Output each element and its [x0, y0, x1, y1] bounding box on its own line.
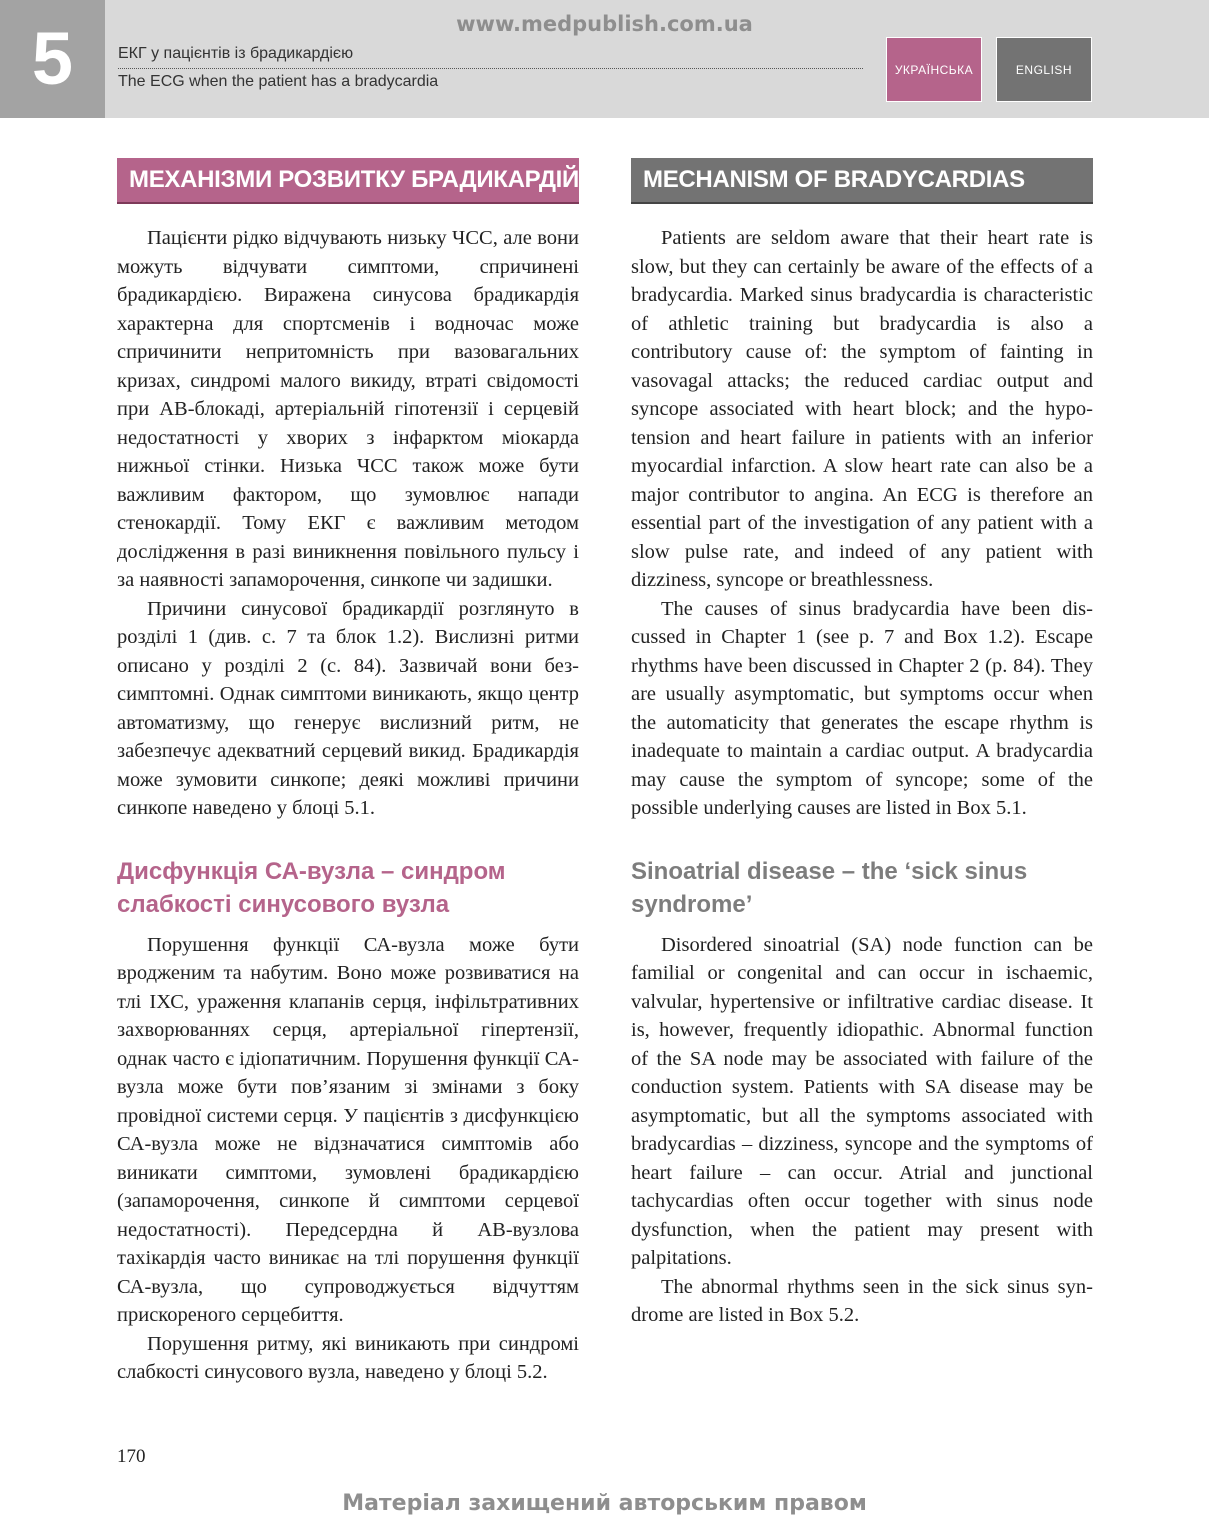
paragraph: Patients are seldom aware that their heart rate is slow, but they can certainly be aware of the effects of a bradycardia. Marked sinus bradycardia is characteristic of athletic training but bradycardia is also a contributory cause of: the symptom of fainting in vasovagal attacks; the reduced cardiac output and syncope associated with heart block; and the hypotension and heart failure in patients with an inferior myocardial infarction. A slow heart rate can also be a major contributor to angina. An ECG is therefore an essential part of the investigation of any patient with a slow pulse rate, and indeed of any patient with dizziness, syncope or breathlessness.: [631, 227, 1093, 591]
paragraph: Пацієнти рідко відчувають низьку ЧСС, але вони можуть відчувати симптоми, спричинені брадикардією. Виражена синусова брадикардія характерна для спортсменів і водночас може спричинити непритомність при вазовагальних кризах, синдромі малого викиду, втраті свідомості при АВ-блокаді, артеріальній гіпотензії і серцевій недостатності у хворих з інфарктом міокарда нижньої стінки. Низька ЧСС також може бути важливим фактором, що зумовлює напади стенокардії. Тому ЕКГ є важливим методом дослідження в разі виникнення повільного пульсу і за наявності запаморочення, синкопе чи задишки.: [117, 227, 579, 591]
watermark-top: www.medpublish.com.ua: [456, 12, 753, 36]
paragraph: The causes of sinus bradycardia have been discussed in Chapter 1 (see p. 7 and Box 1.2). Escape rhythms have been discussed in Chapter 2 (p. 84). They are usually asymptomatic, but symptoms occur when the automaticity that generates the escape rhythm is inadequate to maintain a cardiac output. A bradycardia may cause the symptom of syncope; some of the possible underlying causes are listed in Box 5.1.: [631, 597, 1093, 819]
paragraph: Причини синусової брадикардії розглянуто в розділі 1 (див. с. 7 та блок 1.2). Вислизні ритми описано у розділі 2 (с. 84). Зазвичай вони безсимптомні. Однак симптоми виникають, якщо центр автоматизму, що генерує вислизний ритм, не забезпечує адекватний серцевий викид. Брадикардія може зумовити синкопе; деякі можливі причини синкопе наведено у блоці 5.1.: [117, 597, 579, 819]
page-number: 170: [117, 1446, 146, 1467]
watermark-bottom: Матеріал захищений авторським правом: [342, 1491, 867, 1516]
header-divider: [118, 68, 863, 69]
paragraph: Порушення ритму, які виникають при синдромі слабкості синусового вузла, наведено у блоці 5.2.: [117, 1332, 579, 1383]
language-button-en[interactable]: ENGLISH: [996, 37, 1092, 102]
language-button-uk[interactable]: УКРАЇНСЬКА: [886, 37, 982, 102]
subheading-en: Sinoatrial disease – the ‘sick sinus syndrome’: [631, 857, 1028, 918]
column-english: [631, 158, 1093, 1330]
subheading-uk: Дисфункція СА-вузла – синдром слабкості синусового вузла: [117, 857, 506, 918]
running-header-en: The ECG when the patient has a bradycardia: [118, 73, 439, 90]
paragraph: Порушення функції СА-вузла може бути вродженим та набутим. Воно може розвиватися на тлі ІХС, ураження клапанів серця, інфільтративних захворюваннях серця, артеріальної гіпертензії, однак часто є ідіопатичним. Порушення функції СА-вузла може бути пов’язаним зі змінами з боку провідної системи серця. У пацієнтів з дисфункцією СА-вузла може не відзначатися симптомів або виникати симптоми, зумовлені брадикардією (запаморочення, синкопе й симптоми серцевої недостатності). Передсердна й АВ-вузлова тахікардія часто виникає на тлі порушення функції СА-вузла, що супроводжується відчуттям прискореного серцебиття.: [117, 933, 579, 1326]
paragraph: Disordered sinoatrial (SA) node function can be familial or congenital and can occur in ischaemic, valvular, hypertensive or infiltrative cardiac disease. It is, however, frequently idiopathic. Abnormal function of the SA node may be associated with failure of the conduction system. Patients with SA disease may be asymptomatic, but all the symptoms associated with bradycardias – dizziness, syncope and the symptoms of heart failure – can occur. Atrial and junctional tachycardias often occur together with sinus node dysfunction, when the patient may present with palpitations.: [631, 933, 1093, 1269]
chapter-number: 5: [31, 17, 74, 100]
paragraph: The abnormal rhythms seen in the sick sinus syndrome are listed in Box 5.2.: [631, 1275, 1093, 1326]
running-header-uk: ЕКГ у пацієнтів із брадикардією: [118, 45, 354, 62]
column-ukrainian: [117, 158, 579, 1387]
section-title-en: MECHANISM OF BRADYCARDIAS: [631, 158, 1093, 204]
section-title-uk: МЕХАНІЗМИ РОЗВИТКУ БРАДИКАРДІЙ: [117, 158, 579, 204]
